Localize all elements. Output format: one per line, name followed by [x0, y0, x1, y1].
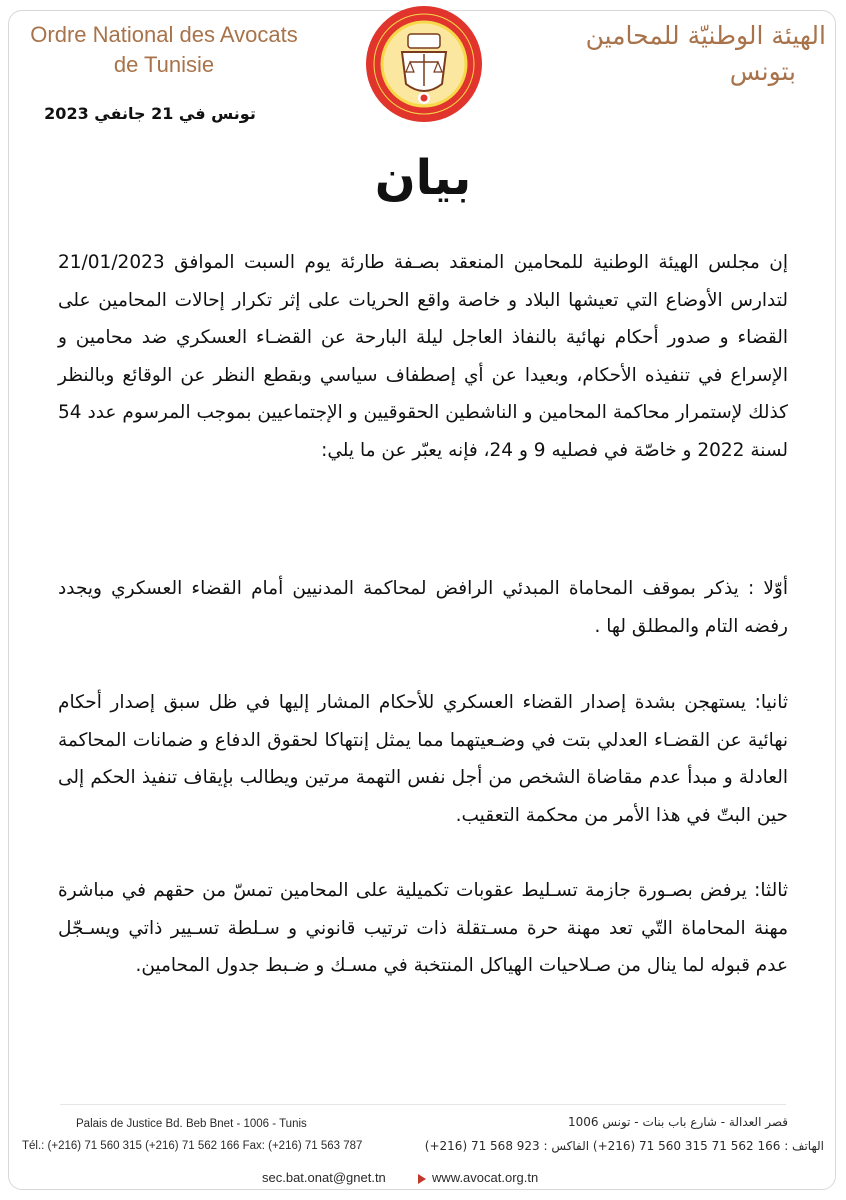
org-name-ar-line2: بتونس [729, 57, 796, 86]
org-name-fr-line1: Ordre National des Avocats [30, 22, 298, 47]
org-name-fr [14, 20, 314, 80]
footer-phone-ar: الهاتف : 166 562 71 315 560 71 (216+) الفاكس : 923 568 71 (216+) [424, 1139, 824, 1153]
statement-title: بيان [374, 150, 472, 206]
footer-phone-fr: Tél.: (+216) 71 560 315 (+216) 71 562 166 Fax: (+216) 71 563 787 [22, 1140, 363, 1152]
arrow-icon [418, 1174, 426, 1184]
org-name-ar [526, 18, 826, 90]
footer-address-fr: Palais de Justice Bd. Beb Bnet - 1006 - Tunis [76, 1118, 307, 1130]
intro-text: إن مجلس الهيئة الوطنية للمحامين المنعقد بصـفة طارئة يوم السبت الموافق 21/01/2023 لتدارس الأوضاع التي تعيشها البلاد و خاصة واقع الحريات على إثر تكرار إحالات المحامين على القضاء و صدور أحكام نهائية بالنفاذ العاجل ليلة البارحة عن القضـاء العسكري ضد محامين و الإسراع في تنفيذه الأحكام، وبعيدا عن أي إصطفاف سياسي وبقطع النظر عن الوقائع وبالنظر كذلك لإستمرار محاكمة المحامين و الناشطين الحقوقيين و الإجتماعيين بموجب المرسوم عدد 54 لسنة 2022 و خاصّة في فصليه 9 و 24، فإنه يعبّر عن ما يلي: [58, 252, 788, 461]
statement-item-2-text: ثانيا: يستهجن بشدة إصدار القضاء العسكري للأحكام المشار إليها في ظل سبق إصدار أحكام نهائية عن القضـاء العدلي بتت في وضـعيتهما مما يمثل إنتهاكا لحقوق الدفاع و ضمانات المحاكمة العادلة و مبدأ عدم مقاضاة الشخص من أجل نفس التهمة مرتين ويطالب بإيقاف تنفيذ الحكم إلى حين البتّ في هذا الأمر من محكمة التعقيب. [58, 692, 788, 826]
statement-item-3 [58, 872, 788, 985]
footer-website-link[interactable]: www.avocat.org.tn [432, 1170, 539, 1185]
footer-email-link[interactable]: sec.bat.onat@gnet.tn [262, 1170, 386, 1185]
statement-item-2 [58, 684, 788, 834]
statement-item-1-text: أوّلا : يذكر بموقف المحاماة المبدئي الرافض لمحاكمة المدنيين أمام القضاء العسكري ويجدد رفضه التام والمطلق لها . [58, 578, 788, 637]
statement-item-1 [58, 570, 788, 645]
org-name-fr-line2: de Tunisie [113, 52, 215, 77]
footer-website[interactable] [418, 1168, 538, 1188]
bar-association-seal-icon [364, 4, 484, 124]
statement-item-3-text: ثالثا: يرفض بصـورة جازمة تسـليط عقوبات تكميلية على المحامين تمسّ من حقهم في مباشرة مهنة المحاماة التّي تعد مهنة حرة مسـتقلة ذات ترتيب قانوني و سـلطة تسـيير ذاتي ويسـجّل عدم قبوله لما ينال من صـلاحيات الهياكل المنتخبة في مسـك و ضـبط جدول المحامين. [58, 880, 788, 976]
footer-address-ar: قصر العدالة - شارع باب بنات - تونس 1006 [567, 1115, 788, 1129]
footer-divider [60, 1104, 786, 1105]
document-date: تونس في 21 جانفي 2023 [44, 104, 256, 123]
intro-paragraph [58, 244, 788, 469]
org-name-ar-line1: الهيئة الوطنيّة للمحامين [585, 21, 826, 50]
